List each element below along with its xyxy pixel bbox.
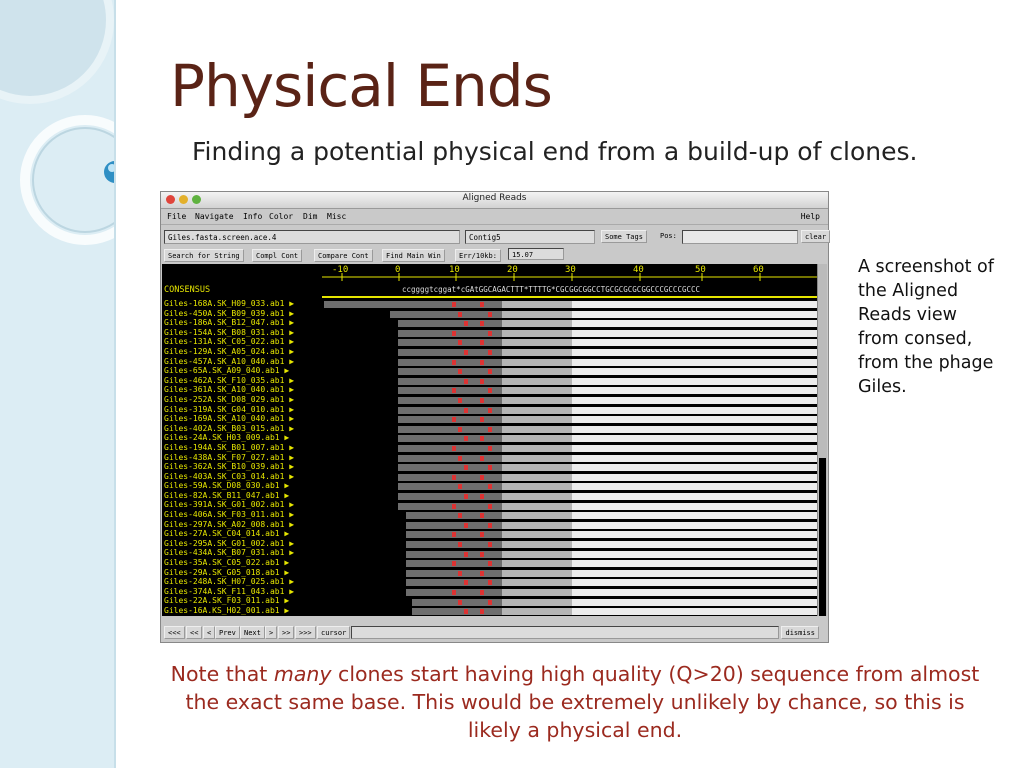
read-low-quality-band xyxy=(398,349,502,356)
ruler-label: 20 xyxy=(507,265,518,275)
file-row xyxy=(164,229,825,247)
mismatch-mark xyxy=(480,571,484,576)
ruler-ticks xyxy=(162,264,818,286)
read-low-quality-band xyxy=(390,311,502,318)
read-name[interactable]: Giles-27A.SK_C04_014.ab1 ▶ xyxy=(164,529,290,539)
mismatch-mark xyxy=(464,552,468,557)
mismatch-mark xyxy=(488,484,492,489)
read-medium-quality-band xyxy=(502,522,572,529)
read-high-quality-band xyxy=(572,330,818,337)
read-low-quality-band xyxy=(398,407,502,414)
read-low-quality-band xyxy=(398,435,502,442)
read-low-quality-band xyxy=(398,445,502,452)
read-low-quality-band xyxy=(398,493,502,500)
mismatch-mark xyxy=(488,331,492,336)
mismatch-mark xyxy=(480,321,484,326)
nav-forward-button[interactable]: > xyxy=(265,626,277,639)
read-name[interactable]: Giles-194A.SK_B01_007.ab1 ▶ xyxy=(164,442,295,452)
prev-button[interactable]: Prev xyxy=(215,626,240,639)
mismatch-mark xyxy=(452,417,456,422)
contig-field[interactable]: Contig5 xyxy=(465,230,595,244)
read-high-quality-band xyxy=(572,445,818,452)
read-name[interactable]: Giles-402A.SK_B03_015.ab1 ▶ xyxy=(164,423,295,433)
dismiss-button[interactable]: dismiss xyxy=(781,626,819,639)
read-low-quality-band xyxy=(406,512,502,519)
read-high-quality-band xyxy=(572,397,818,404)
mismatch-mark xyxy=(458,600,462,605)
read-low-quality-band xyxy=(398,474,502,481)
err-per-10kb-button[interactable]: Err/10kb: xyxy=(455,249,501,262)
read-name[interactable]: Giles-403A.SK_C03_014.ab1 ▶ xyxy=(164,471,295,481)
read-medium-quality-band xyxy=(502,599,572,606)
read-high-quality-band xyxy=(572,320,818,327)
read-name[interactable]: Giles-82A.SK_B11_047.ab1 ▶ xyxy=(164,490,290,500)
mismatch-mark xyxy=(452,532,456,537)
note-text-start: Note that xyxy=(170,662,274,686)
mismatch-mark xyxy=(464,609,468,614)
err-value: 15.07 xyxy=(508,248,564,260)
mismatch-mark xyxy=(452,331,456,336)
read-name[interactable]: Giles-22A.SK_F03_011.ab1 ▶ xyxy=(164,596,290,606)
read-high-quality-band xyxy=(572,301,818,308)
read-high-quality-band xyxy=(572,311,818,318)
window-title: Aligned Reads xyxy=(462,193,527,203)
mismatch-mark xyxy=(480,302,484,307)
read-low-quality-band xyxy=(406,570,502,577)
nav-first-button[interactable]: <<< xyxy=(164,626,185,639)
read-name[interactable]: Giles-248A.SK_H07_025.ab1 ▶ xyxy=(164,577,295,587)
find-main-win-button[interactable]: Find Main Win xyxy=(382,249,445,262)
read-low-quality-band xyxy=(398,397,502,404)
ruler-label: 0 xyxy=(395,265,401,275)
read-name[interactable]: Giles-252A.SK_D08_029.ab1 ▶ xyxy=(164,394,295,404)
nav-back-page-button[interactable]: << xyxy=(186,626,202,639)
mismatch-mark xyxy=(458,398,462,403)
read-name[interactable]: Giles-24A.SK_H03_009.ab1 ▶ xyxy=(164,433,290,443)
mismatch-mark xyxy=(488,600,492,605)
cursor-button[interactable]: cursor xyxy=(317,626,350,639)
mismatch-mark xyxy=(458,484,462,489)
read-high-quality-band xyxy=(572,407,818,414)
ruler-label: -10 xyxy=(332,265,349,275)
mismatch-mark xyxy=(464,321,468,326)
mismatch-mark xyxy=(480,456,484,461)
read-medium-quality-band xyxy=(502,397,572,404)
read-high-quality-band xyxy=(572,435,818,442)
mismatch-mark xyxy=(458,312,462,317)
menu-dim[interactable]: Dim xyxy=(303,212,318,221)
status-field xyxy=(351,626,779,639)
pos-input[interactable] xyxy=(682,230,798,244)
menu-help[interactable]: Help xyxy=(800,212,820,221)
read-high-quality-band xyxy=(572,570,818,577)
read-high-quality-band xyxy=(572,339,818,346)
read-medium-quality-band xyxy=(502,445,572,452)
read-high-quality-band xyxy=(572,349,818,356)
mismatch-mark xyxy=(464,408,468,413)
read-medium-quality-band xyxy=(502,349,572,356)
mismatch-mark xyxy=(458,456,462,461)
read-high-quality-band xyxy=(572,541,818,548)
mismatch-mark xyxy=(488,523,492,528)
mismatch-mark xyxy=(488,312,492,317)
clear-button[interactable]: clear xyxy=(801,230,830,243)
mismatch-mark xyxy=(464,379,468,384)
mismatch-mark xyxy=(464,494,468,499)
mismatch-mark xyxy=(480,340,484,345)
read-medium-quality-band xyxy=(502,301,572,308)
read-medium-quality-band xyxy=(502,435,572,442)
read-name[interactable]: Giles-462A.SK_F10_035.ab1 ▶ xyxy=(164,375,295,385)
mismatch-mark xyxy=(488,350,492,355)
mismatch-mark xyxy=(480,494,484,499)
note-emphasis: many xyxy=(273,662,332,686)
read-medium-quality-band xyxy=(502,368,572,375)
consensus-divider xyxy=(322,296,818,298)
mismatch-mark xyxy=(480,552,484,557)
read-medium-quality-band xyxy=(502,570,572,577)
nav-back-button[interactable]: < xyxy=(203,626,215,639)
file-field[interactable]: Giles.fasta.screen.ace.4 xyxy=(164,230,460,244)
search-for-string-button[interactable]: Search for String xyxy=(164,249,244,262)
read-name[interactable]: Giles-457A.SK_A10_040.ab1 ▶ xyxy=(164,356,295,366)
mismatch-mark xyxy=(488,465,492,470)
read-name[interactable]: Giles-434A.SK_B07_031.ab1 ▶ xyxy=(164,548,295,558)
read-medium-quality-band xyxy=(502,387,572,394)
read-high-quality-band xyxy=(572,493,818,500)
read-medium-quality-band xyxy=(502,560,572,567)
read-name[interactable]: Giles-59A.SK_D08_030.ab1 ▶ xyxy=(164,481,290,491)
read-medium-quality-band xyxy=(502,359,572,366)
mismatch-mark xyxy=(488,580,492,585)
mismatch-mark xyxy=(480,609,484,614)
ruler-label: 60 xyxy=(753,265,764,275)
read-name[interactable]: Giles-362A.SK_B10_039.ab1 ▶ xyxy=(164,462,295,472)
mismatch-mark xyxy=(480,417,484,422)
read-medium-quality-band xyxy=(502,608,572,615)
menu-file[interactable]: File xyxy=(167,212,187,221)
read-name[interactable]: Giles-438A.SK_F07_027.ab1 ▶ xyxy=(164,452,295,462)
consensus-sequence: ccggggtcggat*cGAtGGCAGACTTT*TTTTG*CGCGGCGGCCTGCGCGCGCGGCCCGCCCGCCC xyxy=(402,285,701,294)
menu-color[interactable]: Color xyxy=(269,212,294,221)
mismatch-mark xyxy=(464,465,468,470)
read-low-quality-band xyxy=(324,301,502,308)
mismatch-mark xyxy=(458,542,462,547)
read-name[interactable]: Giles-29A.SK_G05_018.ab1 ▶ xyxy=(164,567,290,577)
read-high-quality-band xyxy=(572,426,818,433)
read-high-quality-band xyxy=(572,483,818,490)
mismatch-mark xyxy=(464,350,468,355)
screenshot-caption: A screenshot of the Aligned Reads view from consed, from the phage Giles. xyxy=(858,257,994,397)
read-low-quality-band xyxy=(398,416,502,423)
read-low-quality-band xyxy=(398,455,502,462)
read-low-quality-band xyxy=(398,426,502,433)
read-medium-quality-band xyxy=(502,493,572,500)
vertical-scrollbar[interactable] xyxy=(817,264,827,616)
read-medium-quality-band xyxy=(502,531,572,538)
pos-label: Pos: xyxy=(660,232,677,240)
read-medium-quality-band xyxy=(502,483,572,490)
read-high-quality-band xyxy=(572,560,818,567)
read-medium-quality-band xyxy=(502,551,572,558)
slide-subtitle: Finding a potential physical end from a build-up of clones. xyxy=(192,137,918,166)
read-medium-quality-band xyxy=(502,589,572,596)
mismatch-mark xyxy=(452,590,456,595)
read-low-quality-band xyxy=(398,368,502,375)
read-name[interactable]: Giles-129A.SK_A05_024.ab1 ▶ xyxy=(164,346,295,356)
some-tags-button[interactable]: Some Tags xyxy=(601,230,647,243)
read-high-quality-band xyxy=(572,512,818,519)
read-sequences xyxy=(162,299,818,616)
ruler-label: 30 xyxy=(565,265,576,275)
decorative-circles-graphic xyxy=(0,0,114,768)
read-name[interactable]: Giles-450A.SK_B09_039.ab1 ▶ xyxy=(164,308,295,318)
read-high-quality-band xyxy=(572,551,818,558)
mismatch-mark xyxy=(480,379,484,384)
mismatch-mark xyxy=(480,513,484,518)
decorative-sidebar xyxy=(0,0,116,768)
alignment-canvas[interactable] xyxy=(162,264,818,616)
mismatch-mark xyxy=(488,561,492,566)
slide-note xyxy=(160,660,990,744)
menu-bar xyxy=(161,209,828,225)
read-name[interactable]: Giles-374A.SK_F11_043.ab1 ▶ xyxy=(164,586,295,596)
read-high-quality-band xyxy=(572,378,818,385)
mismatch-mark xyxy=(458,427,462,432)
compare-cont-button[interactable]: Compare Cont xyxy=(314,249,373,262)
read-name[interactable]: Giles-295A.SK_G01_002.ab1 ▶ xyxy=(164,538,295,548)
menu-info[interactable]: Info xyxy=(243,212,263,221)
read-medium-quality-band xyxy=(502,426,572,433)
read-high-quality-band xyxy=(572,455,818,462)
read-low-quality-band xyxy=(398,464,502,471)
read-name[interactable]: Giles-35A.SK_C05_022.ab1 ▶ xyxy=(164,558,290,568)
mismatch-mark xyxy=(452,302,456,307)
mismatch-mark xyxy=(458,340,462,345)
mismatch-mark xyxy=(488,542,492,547)
read-low-quality-band xyxy=(398,339,502,346)
read-low-quality-band xyxy=(406,551,502,558)
mismatch-mark xyxy=(452,504,456,509)
read-name[interactable]: Giles-186A.SK_B12_047.ab1 ▶ xyxy=(164,318,295,328)
mismatch-mark xyxy=(488,504,492,509)
read-high-quality-band xyxy=(572,589,818,596)
note-text-end: clones start having high quality (Q>20) sequence from almost the exact same base. This would be extremely unlikely by chance, so this is likely a physical end. xyxy=(185,662,980,742)
next-button[interactable]: Next xyxy=(240,626,265,639)
mismatch-mark xyxy=(452,446,456,451)
scrollbar-thumb[interactable] xyxy=(819,458,826,616)
read-high-quality-band xyxy=(572,368,818,375)
read-low-quality-band xyxy=(398,483,502,490)
read-name[interactable]: Giles-391A.SK_G01_002.ab1 ▶ xyxy=(164,500,295,510)
read-name[interactable]: Giles-16A.KS_H02_001.ab1 ▶ xyxy=(164,606,290,615)
read-low-quality-band xyxy=(398,359,502,366)
read-name[interactable]: Giles-406A.SK_F03_011.ab1 ▶ xyxy=(164,510,295,520)
consensus-label: CONSENSUS xyxy=(164,285,211,295)
menu-navigate[interactable]: Navigate xyxy=(195,212,234,221)
read-high-quality-band xyxy=(572,531,818,538)
mismatch-mark xyxy=(458,571,462,576)
read-name[interactable]: Giles-361A.SK_A10_040.ab1 ▶ xyxy=(164,385,295,395)
read-low-quality-band xyxy=(398,378,502,385)
mismatch-mark xyxy=(452,388,456,393)
read-name[interactable]: Giles-319A.SK_G04_010.ab1 ▶ xyxy=(164,404,295,414)
slide-title: Physical Ends xyxy=(170,52,552,120)
read-medium-quality-band xyxy=(502,579,572,586)
mismatch-mark xyxy=(464,436,468,441)
read-high-quality-band xyxy=(572,474,818,481)
mismatch-mark xyxy=(480,532,484,537)
ruler-label: 40 xyxy=(633,265,644,275)
mismatch-mark xyxy=(464,523,468,528)
navigation-bar xyxy=(164,626,825,640)
read-name[interactable]: Giles-169A.SK_A10_040.ab1 ▶ xyxy=(164,414,295,424)
read-high-quality-band xyxy=(572,359,818,366)
window-titlebar xyxy=(161,192,828,209)
mismatch-mark xyxy=(488,427,492,432)
mismatch-mark xyxy=(488,446,492,451)
mismatch-mark xyxy=(458,513,462,518)
read-low-quality-band xyxy=(398,387,502,394)
nav-forward-page-button[interactable]: >> xyxy=(278,626,294,639)
read-name[interactable]: Giles-131A.SK_C05_022.ab1 ▶ xyxy=(164,337,295,347)
read-high-quality-band xyxy=(572,503,818,510)
read-high-quality-band xyxy=(572,416,818,423)
mismatch-mark xyxy=(452,561,456,566)
read-name[interactable]: Giles-154A.SK_B08_031.ab1 ▶ xyxy=(164,327,295,337)
read-medium-quality-band xyxy=(502,464,572,471)
mismatch-mark xyxy=(480,590,484,595)
read-medium-quality-band xyxy=(502,541,572,548)
read-high-quality-band xyxy=(572,387,818,394)
read-medium-quality-band xyxy=(502,512,572,519)
read-high-quality-band xyxy=(572,464,818,471)
read-medium-quality-band xyxy=(502,339,572,346)
read-medium-quality-band xyxy=(502,474,572,481)
read-medium-quality-band xyxy=(502,311,572,318)
read-low-quality-band xyxy=(398,320,502,327)
read-low-quality-band xyxy=(398,503,502,510)
mismatch-mark xyxy=(458,369,462,374)
read-high-quality-band xyxy=(572,608,818,615)
read-medium-quality-band xyxy=(502,416,572,423)
read-medium-quality-band xyxy=(502,455,572,462)
read-medium-quality-band xyxy=(502,330,572,337)
read-low-quality-band xyxy=(412,608,502,615)
read-high-quality-band xyxy=(572,599,818,606)
read-medium-quality-band xyxy=(502,503,572,510)
mismatch-mark xyxy=(464,580,468,585)
mismatch-mark xyxy=(480,436,484,441)
mismatch-mark xyxy=(452,475,456,480)
mismatch-mark xyxy=(488,388,492,393)
mismatch-mark xyxy=(452,360,456,365)
mismatch-mark xyxy=(480,360,484,365)
read-medium-quality-band xyxy=(502,407,572,414)
read-name[interactable]: Giles-297A.SK_A02_008.ab1 ▶ xyxy=(164,519,295,529)
position-ruler xyxy=(162,264,818,286)
aligned-reads-window xyxy=(160,191,829,643)
read-medium-quality-band xyxy=(502,320,572,327)
ruler-label: 50 xyxy=(695,265,706,275)
nav-last-button[interactable]: >>> xyxy=(295,626,316,639)
mismatch-mark xyxy=(480,475,484,480)
ruler-label: 10 xyxy=(449,265,460,275)
menu-misc[interactable]: Misc xyxy=(327,212,347,221)
read-medium-quality-band xyxy=(502,378,572,385)
read-name[interactable]: Giles-168A.SK_H09_033.ab1 ▶ xyxy=(164,299,295,308)
mismatch-mark xyxy=(488,408,492,413)
mismatch-mark xyxy=(488,369,492,374)
compl-cont-button[interactable]: Compl Cont xyxy=(252,249,302,262)
read-high-quality-band xyxy=(572,579,818,586)
read-low-quality-band xyxy=(398,330,502,337)
mismatch-mark xyxy=(480,398,484,403)
read-name[interactable]: Giles-65A.SK_A09_040.ab1 ▶ xyxy=(164,366,290,376)
read-high-quality-band xyxy=(572,522,818,529)
